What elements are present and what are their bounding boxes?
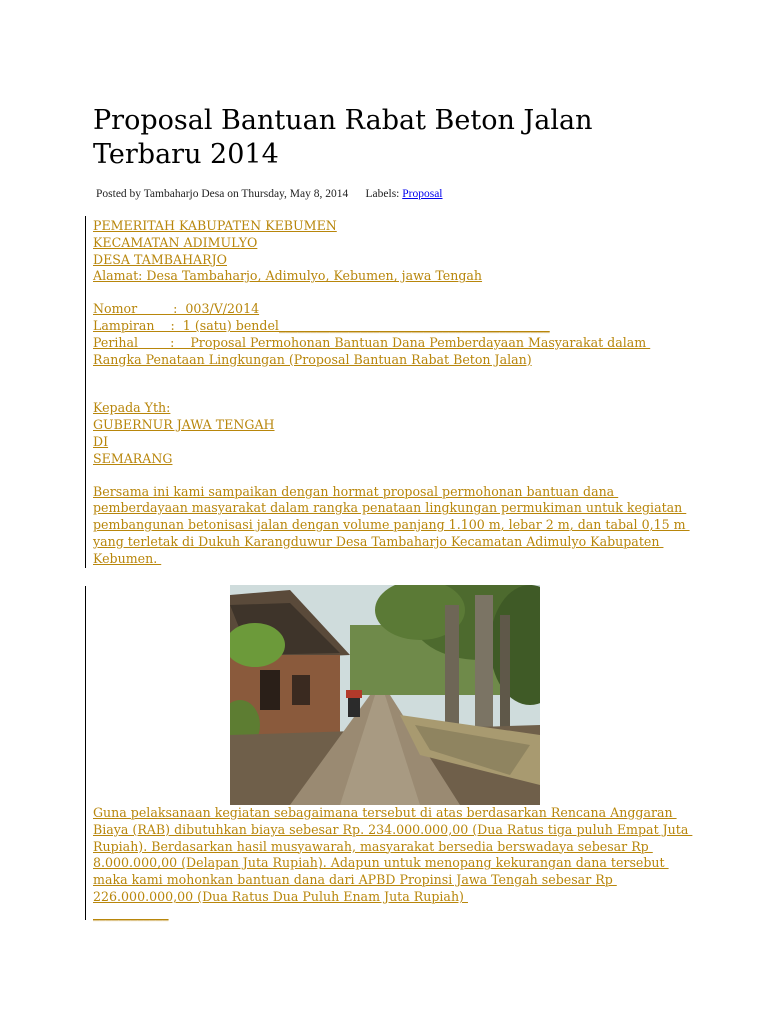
letterhead-line[interactable]: PEMERITAH KABUPATEN KEBUMEN <box>93 218 337 233</box>
recipient <box>93 400 693 467</box>
paragraph-line[interactable]: Kebumen. <box>93 550 162 566</box>
letterhead-line[interactable]: KECAMATAN ADIMULYO <box>93 234 258 250</box>
post-meta <box>96 188 443 200</box>
label-link-proposal[interactable]: Proposal <box>402 188 443 200</box>
recipient-line[interactable]: GUBERNUR JAWA TENGAH <box>93 417 275 433</box>
recipient-line[interactable]: Kepada Yth: <box>93 400 171 416</box>
letter-info-line[interactable]: Lampiran : 1 (satu) bendel___________________________________________ <box>93 317 550 333</box>
paragraph-line[interactable]: pembangunan betonisasi jalan dengan volume panjang 1.100 m, lebar 2 m, dan tabal 0,15 m <box>93 517 690 533</box>
paragraph-line[interactable]: Rupiah). Berdasarkan hasil musyawarah, masyarakat bersedia berswadaya sebesar Rp <box>93 838 653 854</box>
paragraph-line[interactable]: Guna pelaksanaan kegiatan sebagaimana tersebut di atas berdasarkan Rencana Anggaran <box>93 805 677 820</box>
paragraph-line[interactable]: maka kami mohonkan bantuan dana dari APBD Propinsi Jawa Tengah sebesar Rp <box>93 872 617 888</box>
labels-prefix: Labels: <box>365 188 400 200</box>
paragraph-line[interactable]: Bersama ini kami sampaikan dengan hormat proposal permohonan bantuan dana <box>93 483 619 499</box>
paragraph-line[interactable]: 226.000.000,00 (Dua Ratus Dua Puluh Enam Juta Rupiah) <box>93 888 468 904</box>
posted-by: Posted by Tambaharjo Desa on Thursday, May 8, 2014 <box>96 188 349 200</box>
paragraph-budget <box>93 805 693 923</box>
left-margin-line-bottom <box>85 586 86 920</box>
letter-info-line[interactable]: Rangka Penataan Lingkungan (Proposal Bantuan Rabat Beton Jalan) <box>93 351 532 367</box>
paragraph-line[interactable]: 8.000.000,00 (Delapan Juta Rupiah). Adapun untuk menopang kekurangan dana tersebut <box>93 855 669 871</box>
letterhead-line[interactable]: DESA TAMBAHARJO <box>93 251 227 267</box>
letterhead <box>93 218 693 285</box>
letter-info <box>93 301 693 368</box>
recipient-line[interactable]: DI <box>93 433 109 449</box>
paragraph-line[interactable]: pemberdayaan masyarakat dalam rangka penataan lingkungan permukiman untuk kegiatan <box>93 500 687 516</box>
letter-body <box>93 218 693 568</box>
paragraph-line[interactable]: Biaya (RAB) dibutuhkan biaya sebesar Rp. 234.000.000,00 (Dua Ratus tiga puluh Empat Juta <box>93 821 693 837</box>
paragraph-intro <box>93 484 693 568</box>
letterhead-line[interactable]: Alamat: Desa Tambaharjo, Adimulyo, Kebumen, jawa Tengah <box>93 268 483 284</box>
left-margin-line-top <box>85 216 86 568</box>
paragraph-underscore-line[interactable]: ____________ <box>93 905 169 921</box>
letter-info-line[interactable]: Nomor : 003/V/2014 <box>93 301 260 317</box>
recipient-line[interactable]: SEMARANG <box>93 450 173 466</box>
letter-info-line[interactable]: Perihal : Proposal Permohonan Bantuan Dana Pemberdayaan Masyarakat dalam <box>93 334 651 350</box>
paragraph-line[interactable]: yang terletak di Dukuh Karangduwur Desa Tambaharjo Kecamatan Adimulyo Kabupaten <box>93 533 664 549</box>
post-title: Proposal Bantuan Rabat Beton Jalan Terbaru 2014 <box>93 105 593 170</box>
road-photo <box>230 585 540 805</box>
